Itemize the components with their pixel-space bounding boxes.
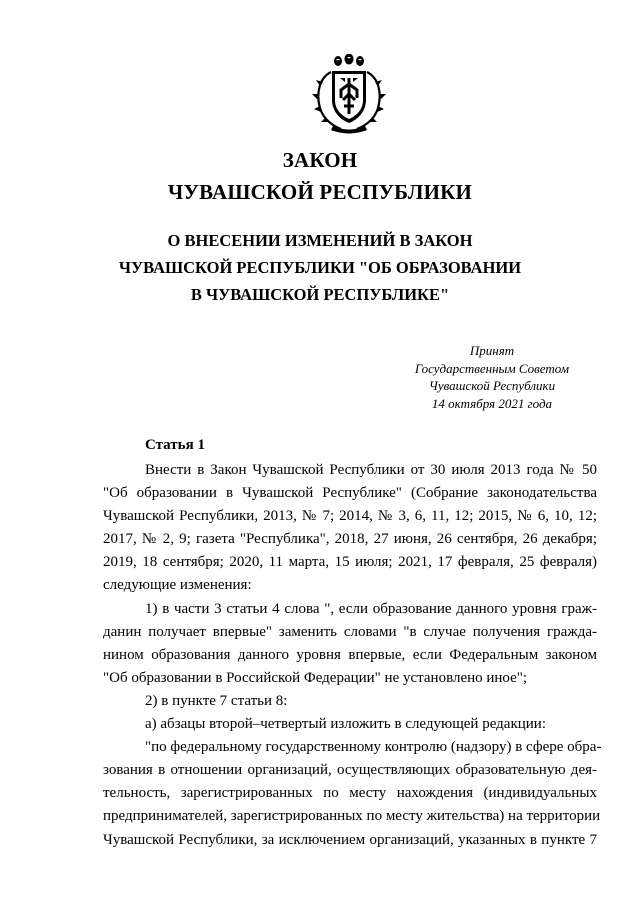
body-line: тельность, зарегистрированных по месту нахождения (индивидуальных — [103, 785, 597, 802]
adoption-date: 14 октября 2021 года — [431, 395, 553, 411]
body-line: предпринимателей, зарегистрированных по месту жительства) на территории — [103, 808, 601, 825]
law-title: ЗАКОН — [282, 148, 358, 172]
law-jurisdiction: ЧУВАШСКОЙ РЕСПУБЛИКИ — [167, 180, 473, 204]
body-line: Внести в Закон Чувашской Республики от 30 июля 2013 года № 50 — [145, 462, 597, 478]
subject-line: О ВНЕСЕНИИ ИЗМЕНЕНИЙ В ЗАКОН — [167, 231, 473, 250]
article-body — [103, 459, 602, 852]
law-subject — [0, 227, 640, 308]
body-line: "по федеральному государственному контролю (надзору) в сфере обра- — [145, 739, 602, 756]
adoption-line: Принят — [469, 343, 515, 358]
adoption-note — [392, 342, 592, 412]
article-heading: Статья 1 — [145, 437, 205, 453]
adoption-line: Чувашской Республики — [428, 378, 556, 393]
body-line: нином образования данного уровня впервые, если Федеральным законом — [103, 646, 597, 663]
chuvashia-emblem-icon — [311, 54, 387, 134]
body-line: данин получает впервые" заменить словами "в случае получения гражда- — [103, 623, 597, 640]
body-line: а) абзацы второй–четвертый изложить в следующей редакции: — [145, 716, 546, 733]
body-line: "Об образовании в Чувашской Республике" (Собрание законодательства — [103, 485, 597, 502]
body-line: 2) в пункте 7 статьи 8: — [145, 692, 288, 709]
body-line: 2017, № 2, 9; газета "Республика", 2018, 27 июня, 26 сентября, 26 декабря; — [103, 531, 597, 548]
body-line: 1) в части 3 статьи 4 слова ", если образование данного уровня граж- — [145, 600, 597, 617]
body-line: Чувашской Республики, 2013, № 7; 2014, № 3, 6, 11, 12; 2015, № 6, 10, 12; — [103, 508, 597, 525]
adoption-line: Государственным Советом — [414, 360, 570, 376]
subject-line: В ЧУВАШСКОЙ РЕСПУБЛИКЕ" — [190, 285, 450, 304]
body-line: зования в отношении организаций, осуществляющих образовательную дея- — [103, 762, 597, 779]
subject-line: ЧУВАШСКОЙ РЕСПУБЛИКИ "ОБ ОБРАЗОВАНИИ — [118, 258, 522, 277]
body-line: "Об образовании в Российской Федерации" не установлено иное"; — [103, 669, 528, 686]
body-line: Чувашской Республики, за исключением организаций, указанных в пункте 7 — [103, 831, 597, 848]
body-line: 2019, 18 сентября; 2020, 11 марта, 15 июля; 2021, 17 февраля, 25 февраля) — [103, 554, 597, 571]
body-line: следующие изменения: — [103, 577, 252, 594]
